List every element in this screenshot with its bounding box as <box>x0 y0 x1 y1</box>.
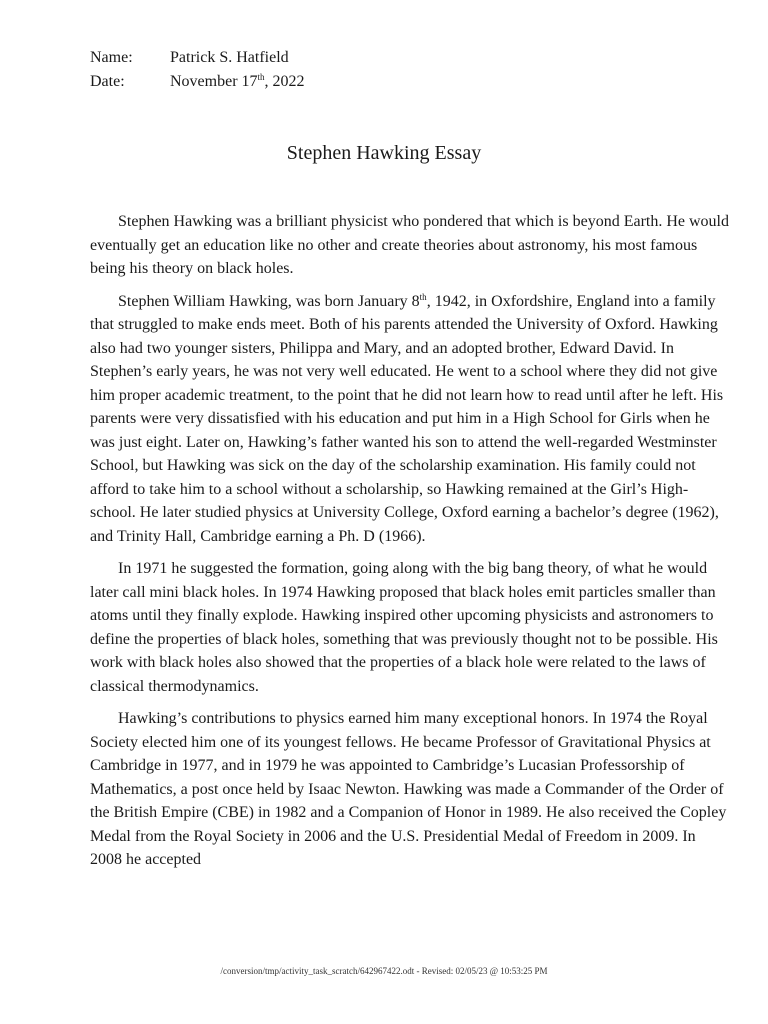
date-row <box>90 70 305 94</box>
name-row <box>90 46 305 70</box>
date-value-main: November 17 <box>170 73 258 90</box>
paragraph-honors: Hawking’s contributions to physics earned him many exceptional honors. In 1974 the Royal Society elected him one of its youngest fellows. He became Professor of Gravitational Physics at Cambridge in 1977, and in 1979 he was appointed to Cambridge’s Lucasian Professorship of Mathematics, a post once held by Isaac Newton. Hawking was made a Commander of the Order of the British Empire (CBE) in 1982 and a Companion of Honor in 1989. He also received the Copley Medal from the Royal Society in 2006 and the U.S. Presidential Medal of Freedom in 2009. In 2008 he accepted <box>90 710 727 868</box>
essay-title: Stephen Hawking Essay <box>286 142 482 164</box>
document-header <box>90 46 305 94</box>
essay-body <box>90 210 730 881</box>
document-footer: /conversion/tmp/activity_task_scratch/642967422.odt - Revised: 02/05/23 @ 10:53:25 PM <box>220 966 548 976</box>
date-value <box>170 70 305 94</box>
paragraph-early-life-rest: , 1942, in Oxfordshire, England into a family that struggled to make ends meet. Both of his parents attended the University of Oxford. Hawking also had two younger sisters, Philippa and Mary, and an adopted brother, Edward David. In Stephen’s early years, he was not very well educated. He went to a school where they did not give him proper academic treatment, to the point that he did not learn how to read until after he left. His parents were very dissatisfied with his education and put him in a High School for Girls when he was just eight. Later on, Hawking’s father wanted his son to attend the well-regarded Westminster School, but Hawking was sick on the day of the scholarship examination. His family could not afford to take him to a school without a scholarship, so Hawking remained at the Girl’s High-school. He later studied physics at University College, Oxford earning a bachelor’s degree (1962), and Trinity Hall, Cambridge earning a Ph. D (1966). <box>90 292 724 545</box>
date-value-year: , 2022 <box>264 73 305 90</box>
name-value: Patrick S. Hatfield <box>170 49 289 66</box>
name-label: Name: <box>90 49 133 66</box>
paragraph-intro: Stephen Hawking was a brilliant physicist who pondered that which is beyond Earth. He would eventually get an education like no other and create theories about astronomy, his most famous being his theory on black holes. <box>90 213 729 277</box>
date-label: Date: <box>90 73 125 90</box>
paragraph-early-life <box>90 290 730 549</box>
birthdate-ordinal: th <box>419 291 427 302</box>
date-value-ordinal: th <box>257 72 265 82</box>
paragraph-early-life-start: Stephen William Hawking, was born January 8 <box>118 292 420 310</box>
paragraph-black-holes: In 1971 he suggested the formation, going along with the big bang theory, of what he would later call mini black holes. In 1974 Hawking proposed that black holes emit particles smaller than atoms until they finally explode. Hawking inspired other upcoming physicists and astronomers to define the properties of black holes, something that was previously thought not to be possible. His work with black holes also showed that the properties of a black hole were related to the laws of classical thermodynamics. <box>90 560 718 695</box>
